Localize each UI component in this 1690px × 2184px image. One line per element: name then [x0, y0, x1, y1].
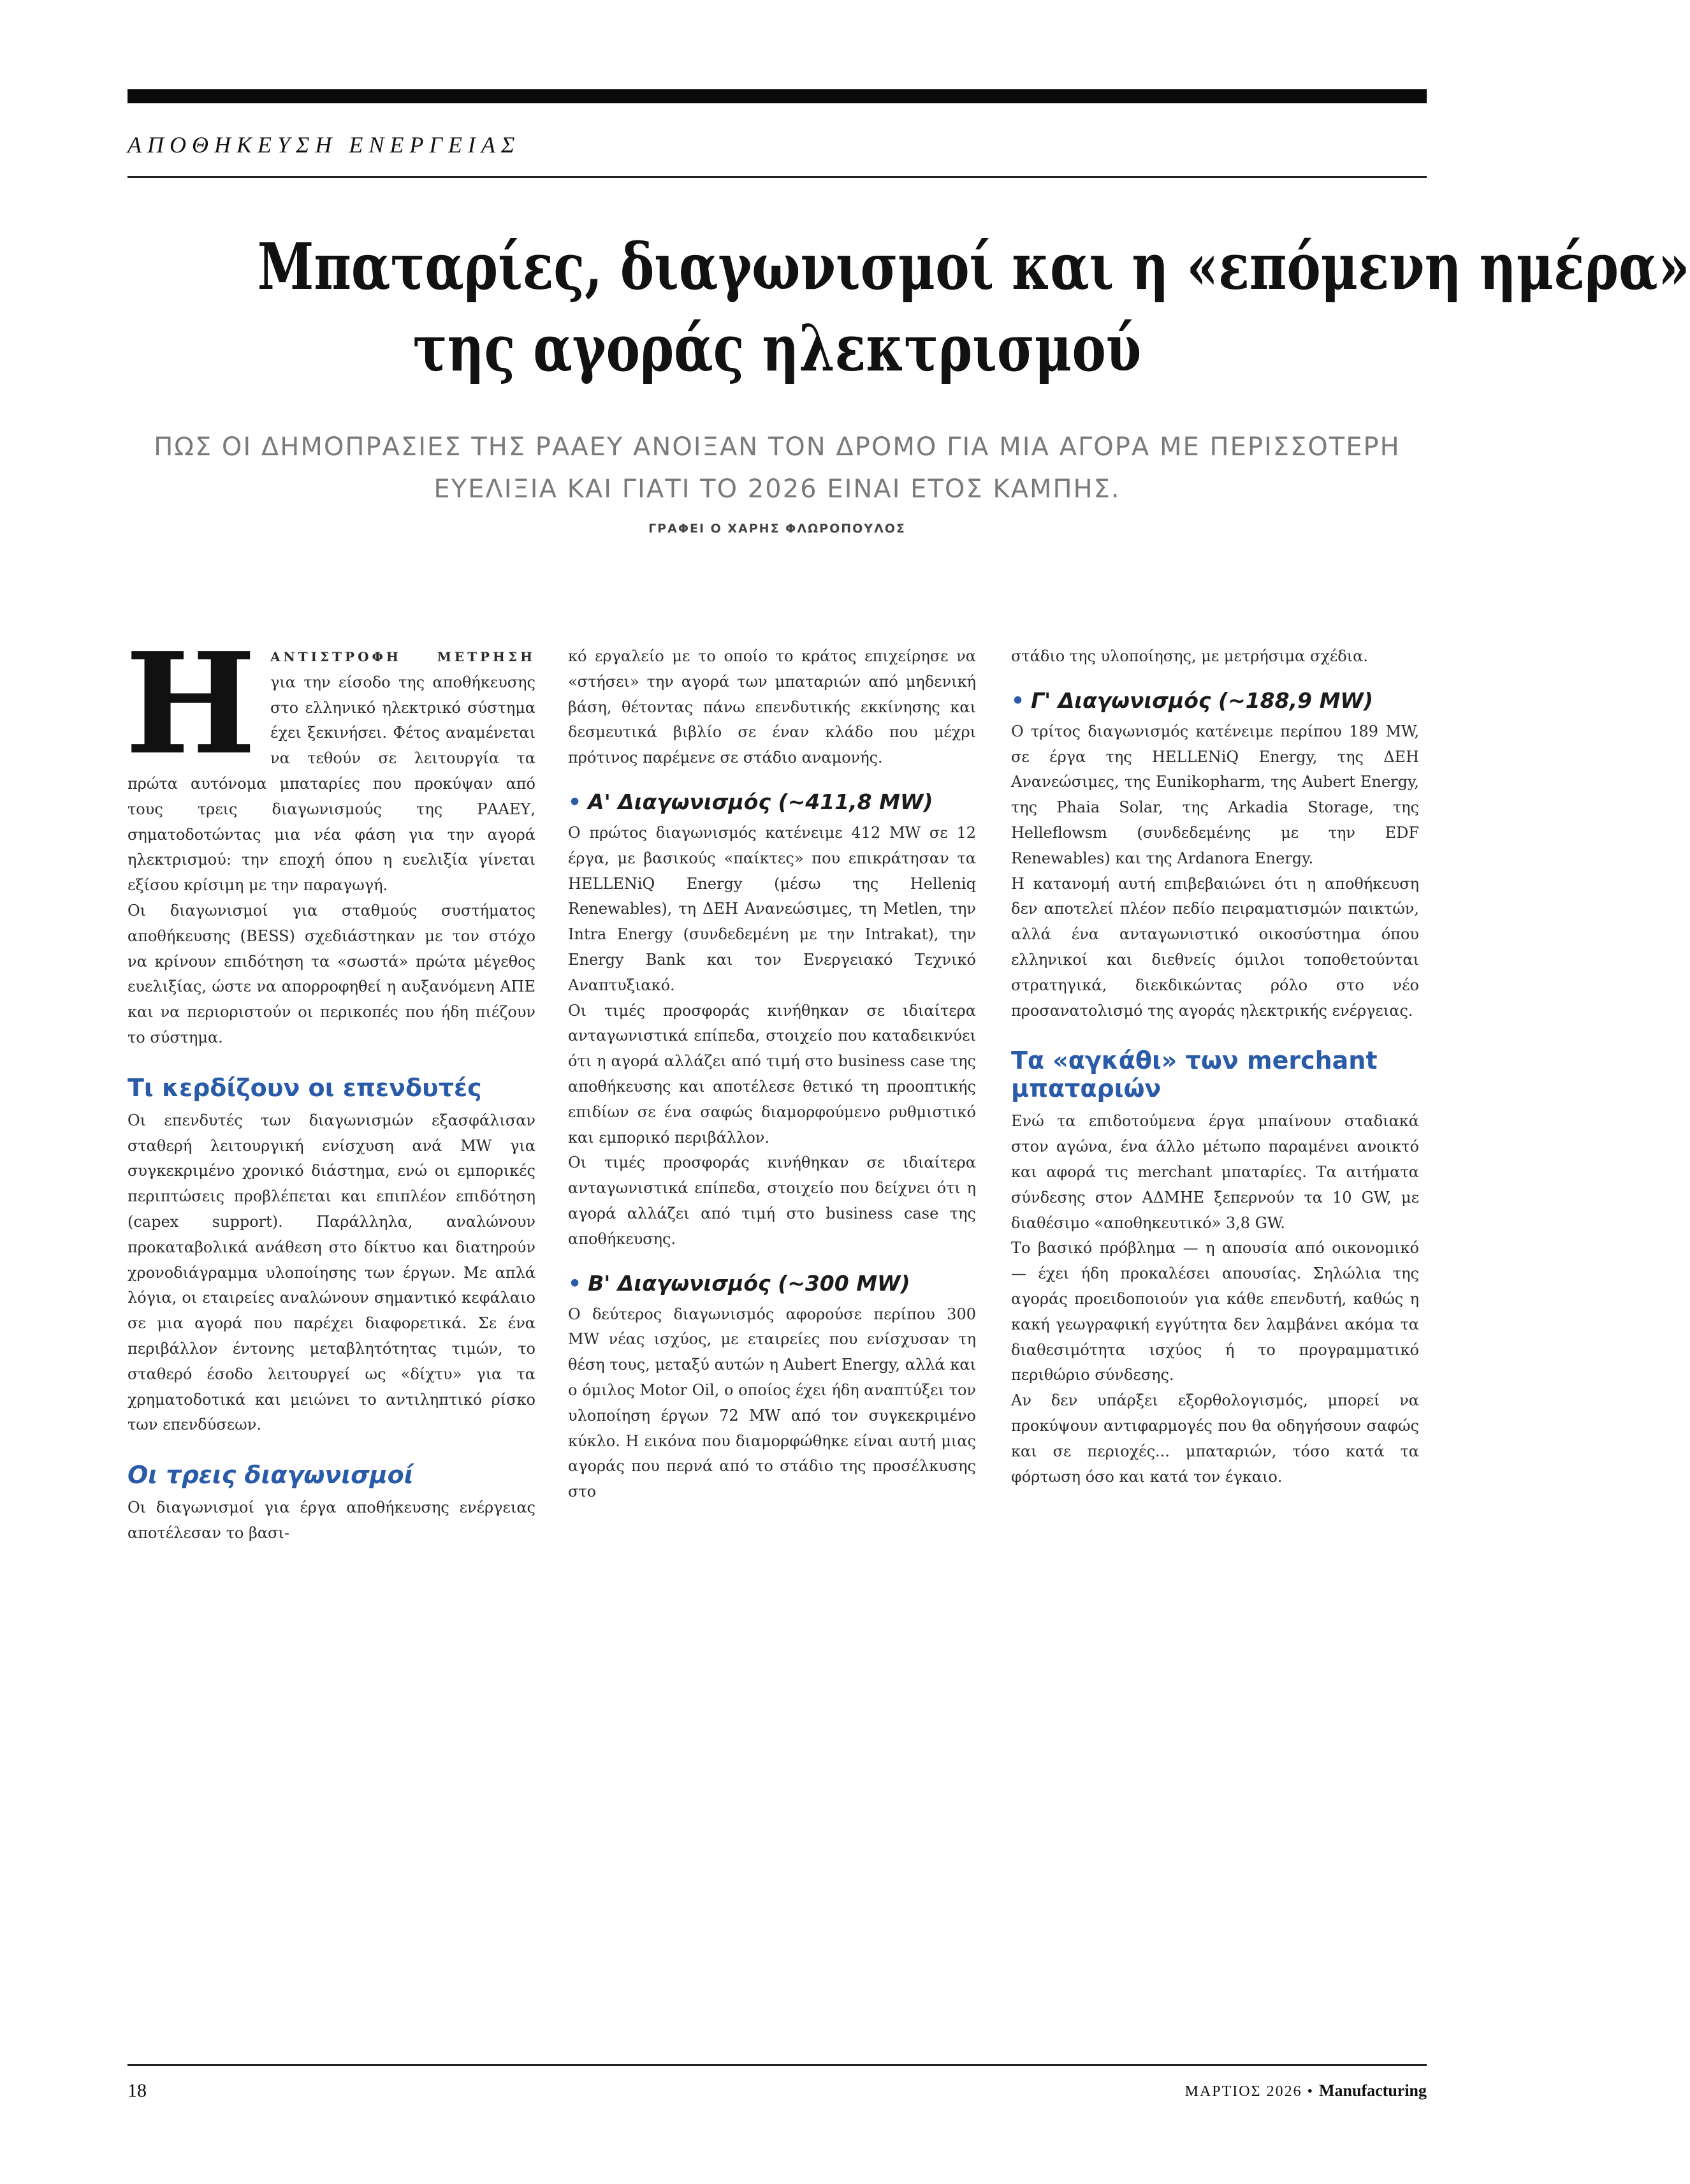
subheading-investors: Τι κερδίζουν οι επενδυτές	[127, 1073, 482, 1102]
lead-caps: ΑΝΤΙΣΤΡΟΦΗ ΜΕΤΡΗΣΗ	[270, 649, 535, 664]
top-rule	[127, 89, 1427, 103]
paragraph: Ο δεύτερος διαγωνισμός αφορούσε περίπου 300 MW νέας ισχύος, με εταιρείες που ενίσχυσαν τη θέση τους, μεταξύ αυτών η Aubert Energy, αλλά και ο όμιλος Motor Oil, ο οποίος έχει ήδη αναπτύξει τον υλοποίηση έργων 72 MW από τον συγκεκριμένο κύκλο. Η εικόνα που διαμορφώθηκε είναι αυτή μιας αγοράς που περνά από το στάδιο της προσέλκυσης στο	[568, 1305, 976, 1501]
footer-issue-info	[1185, 2081, 1427, 2100]
headline	[257, 226, 1690, 389]
bullet-dot-icon: •	[1011, 687, 1025, 713]
drop-cap: Η	[125, 622, 256, 786]
paragraph: Οι διαγωνισμοί για σταθμούς συστήματος αποθήκευσης (ΒΕSS) σχεδιάστηκαν με τον στόχο να κρίνουν επιδότηση τα «σωστά» πρώτα μέγεθος ευελιξίας, ώστε να απορροφηθεί η αυξανόμενη ΑΠΕ και να περιοριστούν οι περικοπές που ήδη πιέζουν το σύστημα.	[127, 901, 535, 1046]
bullet-heading-text: Α' Διαγωνισμός (~411,8 MW)	[588, 789, 933, 814]
paragraph: Το βασικό πρόβλημα — η απουσία από οικονομικό — έχει ήδη προκαλέσει απουσίας. Σηλώλια της αγοράς προειδοποιούν για κάθε επενδυτή, καθώς η κακή γεωγραφική εγγύτητα δεν λαμβάνει ακόμα τα διαθεσιμότητα ισχύος ή το προγραμματικό περιθώριο σύνδεσης.	[1011, 1239, 1419, 1384]
page-number: 18	[127, 2080, 147, 2101]
paragraph: Ο τρίτος διαγωνισμός κατένειμε περίπου 189 MW, σε έργα της HELLENiQ Energy, της ΔΕΗ Ανανεώσιμες, της Eunikopharm, της Aubert Energy, της Phaia Solar, της Arkadia Storage, της Helleflowsm (συνδεδεμένης με την EDF Renewables) και της Ardanora Energy.	[1011, 722, 1419, 867]
byline: ΓΡΑΦΕΙ Ο ΧΑΡΗΣ ΦΛΩΡΟΠΟΥΛΟΣ	[648, 522, 906, 536]
article-column-1	[125, 622, 535, 1546]
section-rule	[127, 176, 1427, 178]
deck-line-2: ΕΥΕΛΙΞΙΑ ΚΑΙ ΓΙΑΤΙ ΤΟ 2026 ΕΙΝΑΙ ΕΤΟΣ ΚΑΜΠΗΣ.	[433, 474, 1121, 504]
bullet-heading-tender-a	[568, 789, 976, 816]
paragraph: Οι τιμές προσφοράς κινήθηκαν σε ιδιαίτερα ανταγωνιστικά επίπεδα, στοιχείο που καταδεικνύει ότι η αγορά αλλάζει από τιμή στο business case της αποθήκευσης και αποτέλεσε θετικό τη προοπτικής επιδίων σε ένα σαφώς διαμορφούμενο ρυθμιστικό και εμπορικό περιβάλλον.	[568, 1001, 976, 1147]
bullet-heading-text: Γ' Διαγωνισμός (~188,9 MW)	[1031, 687, 1373, 713]
bullet-heading-text: Β' Διαγωνισμός (~300 MW)	[588, 1270, 910, 1296]
subheading-line-2: μπαταριών	[1011, 1074, 1162, 1103]
paragraph: Ο πρώτος διαγωνισμός κατένειμε 412 MW σε 12 έργα, με βασικούς «παίκτες» που επικράτησαν τα HELLENiQ Energy (μέσω της Helleniq Renewables), τη ΔΕΗ Ανανεώσιμες, τη Metlen, την Intra Energy (συνδεδεμένη με την Intrakat), την Energy Bank και τον Ενεργειακό Τεχνικό Αναπτυξιακό.	[568, 823, 976, 994]
paragraph: Οι επενδυτές των διαγωνισμών εξασφάλισαν σταθερή λειτουργική ενίσχυση ανά MW για συγκεκριμένο χρονικό διάστημα, ενώ οι εμπορικές περιπτώσεις προβλέπεται και επιπλέον επιδότηση (capex support). Παράλληλα, αναλώνουν προκαταβολικά ανάθεση στο δίκτυο και διατηρούν χρονοδιάγραμμα υλοποίησης των έργων. Με απλά λόγια, οι εταιρείες αναλώνουν σημαντικό κεφάλαιο σε μια αγορά που παρέχει διαφορετικά. Σε ένα περιβάλλον έντονης μεταβλητότητας τιμών, το σταθερό έσοδο λειτουργεί ως «δίχτυ» για τα χρηματοδοτικά και μειώνει το αντιληπτικό ρίσκο των επενδύσεων.	[127, 1111, 535, 1434]
paragraph: Αν δεν υπάρξει εξορθολογισμός, μπορεί να προκύψουν αντιφαρμογές που θα οδηγήσουν σαφώς και σε περιοχές... μπαταριών, τόσο κατά τα φόρτωση όσο και κατά τον έγκαιο.	[1011, 1391, 1419, 1486]
bullet-dot-icon: •	[568, 789, 582, 814]
section-label: ΑΠΟΘΗΚΕΥΣΗ ΕΝΕΡΓΕΙΑΣ	[127, 132, 521, 158]
issue-date: ΜΑΡΤΙΟΣ 2026	[1184, 2083, 1302, 2100]
bullet-dot-icon: •	[568, 1270, 582, 1296]
deck	[127, 426, 1427, 510]
footer-separator: •	[1307, 2083, 1314, 2100]
deck-line-1: ΠΩΣ ΟΙ ΔΗΜΟΠΡΑΣΙΕΣ ΤΗΣ ΡΑΑΕΥ ΑΝΟΙΞΑΝ ΤΟΝ ΔΡΟΜΟ ΓΙΑ ΜΙΑ ΑΓΟΡΑ ΜΕ ΠΕΡΙΣΣΟΤΕΡΗ	[154, 432, 1401, 462]
bottom-rule	[127, 2064, 1427, 2066]
paragraph: στάδιο της υλοποίησης, με μετρήσιμα σχέδια.	[1011, 647, 1368, 665]
subheading-three-tenders: Οι τρεις διαγωνισμοί	[127, 1461, 414, 1490]
lead-paragraph	[125, 622, 535, 898]
subheading-merchant-batteries	[1011, 1046, 1419, 1103]
paragraph: Οι διαγωνισμοί για έργα αποθήκευσης ενέργειας αποτέλεσαν το βασι-	[127, 1499, 535, 1542]
bullet-heading-tender-b	[568, 1270, 976, 1297]
subheading-line-1: Τα «αγκάθι» των merchant	[1011, 1046, 1378, 1075]
paragraph: Η κατανομή αυτή επιβεβαιώνει ότι η αποθήκευση δεν αποτελεί πλέον πεδίο πειραματισμών παικτών, αλλά ένα ανταγωνιστικό οικοσύστημα όπου ελληνικοί και διεθνείς όμιλοι τοποθετούνται στρατηγικά, διεκδικώντας ρόλο στο νέο προσανατολισμό της αγοράς ηλεκτρικής ενέργειας.	[1011, 874, 1419, 1020]
paragraph: Οι τιμές προσφοράς κινήθηκαν σε ιδιαίτερα ανταγωνιστικά επίπεδα, στοιχείο που δείχνει ότι η αγορά αλλάζει από τιμή στο business case της αποθήκευσης.	[568, 1154, 976, 1248]
article-column-2	[568, 644, 976, 1505]
paragraph: για την είσοδο της αποθήκευσης στο ελληνικό ηλεκτρικό σύστημα έχει ξεκινήσει. Φέτος αναμένεται να τεθούν σε λειτουργία τα πρώτα αυτόνομα μπαταρίες που προκύψαν από τους τρεις διαγωνισμούς της ΡΑΑΕΥ, σηματοδοτώντας μια νέα φάση για την αγορά ηλεκτρισμού: την εποχή όπου η ευελιξία γίνεται εξίσου κρίσιμη με την παραγωγή.	[127, 673, 535, 895]
article-column-3	[1011, 644, 1419, 1490]
headline-line-1: Μπαταρίες, διαγωνισμοί και η «επόμενη ημέρα»	[257, 229, 1690, 304]
magazine-name: Manufacturing	[1319, 2081, 1427, 2100]
bullet-heading-tender-c	[1011, 687, 1419, 714]
paragraph: Ενώ τα επιδοτούμενα έργα μπαίνουν σταδιακά στον αγώνα, ένα άλλο μέτωπο παραμένει ανοικτό και αφορά τις merchant μπαταρίες. Τα αιτήματα σύνδεσης στον ΑΔΜΗΕ ξεπερνούν τα 10 GW, με διαθέσιμο «αποθηκευτικό» 3,8 GW.	[1011, 1112, 1419, 1232]
headline-line-2: της αγοράς ηλεκτρισμού	[412, 311, 1142, 386]
paragraph: κό εργαλείο με το οποίο το κράτος επιχείρησε να «στήσει» την αγορά των μπαταριών από μηδενική βάση, θέτοντας πάνω επενδυτικής εκκίνησης και δεσμευτικά βιβλίο σε έναν κλάδο που μέχρι πρότινος παρέμενε σε στάδιο αναμονής.	[568, 647, 976, 767]
